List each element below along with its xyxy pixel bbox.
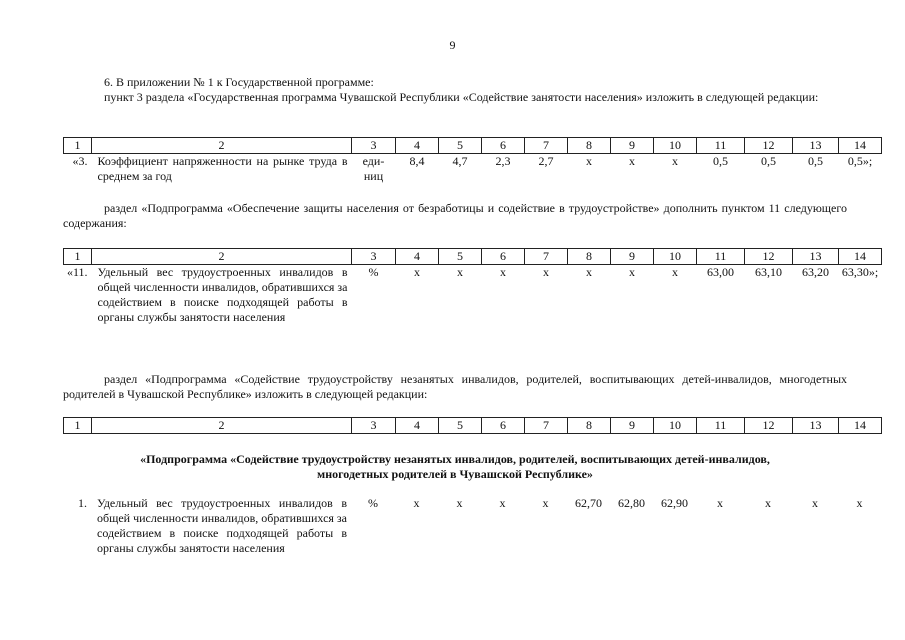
value-cell: 63,30»; xyxy=(841,265,879,279)
column-header: 8 xyxy=(568,138,611,154)
column-header: 2 xyxy=(92,418,352,434)
table-1 xyxy=(63,137,882,184)
column-header: 7 xyxy=(525,249,568,265)
value-cell: 4,7 xyxy=(452,154,468,168)
value-cell: х xyxy=(586,154,592,168)
value-cell: х xyxy=(672,154,678,168)
column-header: 6 xyxy=(482,138,525,154)
column-header: 14 xyxy=(839,418,882,434)
indicator-name: Коэффициент напряженности на рынке труда в среднем за год xyxy=(97,154,348,183)
value-cell: х xyxy=(500,265,506,279)
value-cell: х xyxy=(414,265,420,279)
table-row xyxy=(63,496,881,556)
column-header: 2 xyxy=(92,138,352,154)
column-header: 13 xyxy=(793,418,839,434)
heading-line-1: «Подпрограмма «Содействие трудоустройству незанятых инвалидов, родителей, воспитывающих детей-инвалидов, xyxy=(140,452,770,466)
value-cell: х xyxy=(812,496,818,510)
value-cell: х xyxy=(499,496,506,510)
heading-line-2: многодетных родителей в Чувашской Республике» xyxy=(317,467,593,481)
value-cell: х xyxy=(543,265,549,279)
column-header: 5 xyxy=(439,418,482,434)
value-cell: 63,10 xyxy=(755,265,782,279)
value-cell: 63,20 xyxy=(802,265,829,279)
value-cell: х xyxy=(413,496,420,510)
value-cell: 62,80 xyxy=(618,496,645,510)
column-header: 13 xyxy=(793,138,839,154)
value-cell: х xyxy=(629,265,635,279)
column-header: 3 xyxy=(352,249,396,265)
indicator-name: Удельный вес трудоустроенных инвалидов в общей численности инвалидов, обратившихся за содействием в поиске подходящей работы в органы службы занятости населения xyxy=(97,265,348,324)
column-header: 4 xyxy=(396,249,439,265)
table-row xyxy=(64,154,882,185)
column-header: 1 xyxy=(64,138,92,154)
value-cell: 62,70 xyxy=(575,496,602,510)
value-cell: 8,4 xyxy=(409,154,425,168)
column-header: 9 xyxy=(611,249,654,265)
column-header: 10 xyxy=(654,418,697,434)
page-number: 9 xyxy=(449,38,456,52)
subprogram-heading xyxy=(63,452,847,482)
column-header: 14 xyxy=(839,138,882,154)
column-header: 12 xyxy=(745,138,793,154)
value-cell: х xyxy=(542,496,549,510)
column-header: 11 xyxy=(697,418,745,434)
value-cell: х xyxy=(586,265,592,279)
value-cell: х xyxy=(717,496,723,510)
column-header: 12 xyxy=(745,418,793,434)
value-cell: 62,90 xyxy=(661,496,688,510)
value-cell: х xyxy=(456,496,463,510)
row-number: 1. xyxy=(78,496,87,510)
column-header: 4 xyxy=(396,138,439,154)
value-cell: 2,7 xyxy=(538,154,554,168)
value-cell: х xyxy=(765,496,771,510)
value-cell: х xyxy=(457,265,463,279)
value-cell: 0,5 xyxy=(713,154,728,168)
column-header: 12 xyxy=(745,249,793,265)
value-cell: х xyxy=(629,154,635,168)
intro-line-2: пункт 3 раздела «Государственная программа Чувашской Республики «Содействие занятости населения» изложить в следующей редакции: xyxy=(104,90,819,104)
table-row xyxy=(64,265,882,326)
table-3-header xyxy=(63,417,882,434)
column-header: 5 xyxy=(439,249,482,265)
column-header: 10 xyxy=(654,138,697,154)
column-header: 9 xyxy=(611,418,654,434)
unit: еди- ниц xyxy=(362,154,385,183)
column-header: 3 xyxy=(352,138,396,154)
row-number: «11. xyxy=(66,265,88,279)
column-header: 14 xyxy=(839,249,882,265)
unit: % xyxy=(368,265,379,279)
column-header: 4 xyxy=(396,418,439,434)
column-header: 7 xyxy=(525,418,568,434)
table-header-row xyxy=(64,138,882,154)
value-cell: 0,5 xyxy=(808,154,823,168)
value-cell: 63,00 xyxy=(707,265,734,279)
column-header: 3 xyxy=(352,418,396,434)
table-header-row xyxy=(64,418,882,434)
column-header: 1 xyxy=(64,249,92,265)
column-header: 13 xyxy=(793,249,839,265)
value-cell: х xyxy=(856,496,863,510)
paragraph-2: раздел «Подпрограмма «Обеспечение защиты населения от безработицы и содействие в трудоустройстве» дополнить пунктом 11 следующего содержания: xyxy=(63,201,847,230)
column-header: 11 xyxy=(697,249,745,265)
paragraph-3: раздел «Подпрограмма «Содействие трудоустройству незанятых инвалидов, родителей, воспитывающих детей-инвалидов, многодетных родителей в Чувашской Республике» изложить в следующей редакции: xyxy=(63,372,847,401)
value-cell: х xyxy=(672,265,678,279)
table-header-row xyxy=(64,249,882,265)
column-header: 8 xyxy=(568,249,611,265)
column-header: 6 xyxy=(482,418,525,434)
value-cell: 0,5»; xyxy=(847,154,873,168)
value-cell: 0,5 xyxy=(761,154,776,168)
column-header: 8 xyxy=(568,418,611,434)
column-header: 6 xyxy=(482,249,525,265)
indicator-name: Удельный вес трудоустроенных инвалидов в общей численности инвалидов, обратившихся за содействием в поиске подходящей работы в органы службы занятости населения xyxy=(97,496,347,555)
value-cell: 2,3 xyxy=(495,154,511,168)
column-header: 11 xyxy=(697,138,745,154)
column-header: 10 xyxy=(654,249,697,265)
table-2 xyxy=(63,248,882,325)
column-header: 5 xyxy=(439,138,482,154)
column-header: 1 xyxy=(64,418,92,434)
table-3 xyxy=(63,496,881,556)
unit: % xyxy=(368,496,378,510)
row-number: «3. xyxy=(72,154,88,168)
column-header: 2 xyxy=(92,249,352,265)
column-header: 7 xyxy=(525,138,568,154)
column-header: 9 xyxy=(611,138,654,154)
intro-line-1: 6. В приложении № 1 к Государственной программе: xyxy=(104,75,374,89)
